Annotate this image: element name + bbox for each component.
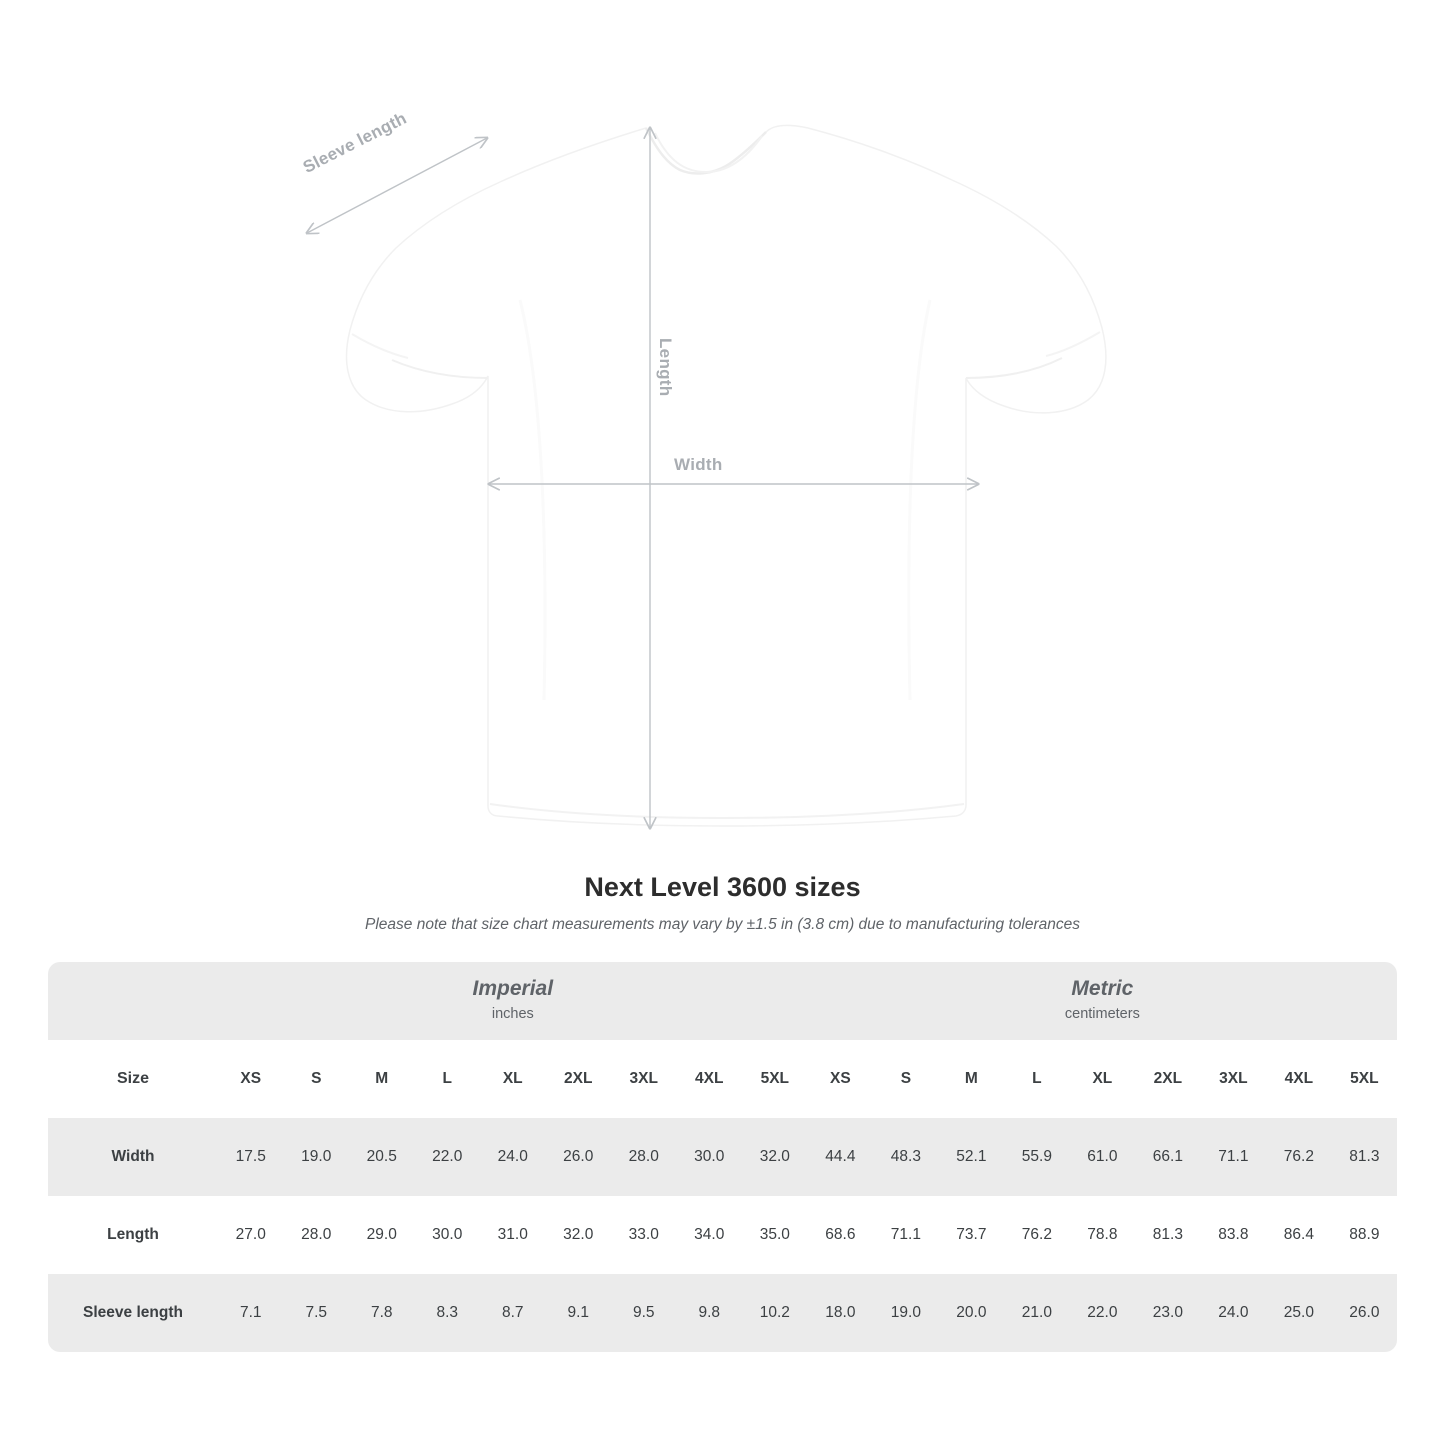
sleeve-l-in: 8.3	[415, 1274, 481, 1352]
row-label-width: Width	[48, 1118, 218, 1196]
unit-metric-sub: centimeters	[1064, 1005, 1140, 1022]
sleeve-m-in: 7.8	[349, 1274, 415, 1352]
width-4xl-in: 30.0	[677, 1118, 743, 1196]
header-col-6: 3XL	[611, 1040, 677, 1118]
length-label: Length	[656, 338, 675, 397]
header-col-15: 3XL	[1201, 1040, 1267, 1118]
width-xl-in: 24.0	[480, 1118, 546, 1196]
header-col-4: XL	[480, 1040, 546, 1118]
header-col-1: S	[284, 1040, 350, 1118]
sleeve-4xl-in: 9.8	[677, 1274, 743, 1352]
width-l-cm: 55.9	[1004, 1118, 1070, 1196]
header-col-8: 5XL	[742, 1040, 808, 1118]
width-4xl-cm: 76.2	[1266, 1118, 1332, 1196]
length-l-cm: 76.2	[1004, 1196, 1070, 1274]
unit-metric-cell	[808, 962, 1397, 1040]
width-m-cm: 52.1	[939, 1118, 1005, 1196]
header-col-2: M	[349, 1040, 415, 1118]
row-label-length: Length	[48, 1196, 218, 1274]
length-2xl-in: 32.0	[546, 1196, 612, 1274]
sleeve-xl-cm: 22.0	[1070, 1274, 1136, 1352]
sleeve-s-in: 7.5	[284, 1274, 350, 1352]
sleeve-s-cm: 19.0	[873, 1274, 939, 1352]
width-5xl-in: 32.0	[742, 1118, 808, 1196]
sleeve-xs-in: 7.1	[218, 1274, 284, 1352]
sleeve-5xl-cm: 26.0	[1332, 1274, 1397, 1352]
sleeve-xl-in: 8.7	[480, 1274, 546, 1352]
sleeve-xs-cm: 18.0	[808, 1274, 874, 1352]
width-label: Width	[674, 455, 723, 474]
table-row	[48, 1118, 1397, 1196]
length-xl-in: 31.0	[480, 1196, 546, 1274]
sleeve-2xl-cm: 23.0	[1135, 1274, 1201, 1352]
header-col-9: XS	[808, 1040, 874, 1118]
header-size-label: Size	[48, 1040, 218, 1118]
length-5xl-in: 35.0	[742, 1196, 808, 1274]
sleeve-5xl-in: 10.2	[742, 1274, 808, 1352]
length-m-in: 29.0	[349, 1196, 415, 1274]
sleeve-length-label: Sleeve length	[300, 108, 410, 177]
header-col-12: L	[1004, 1040, 1070, 1118]
header-col-17: 5XL	[1332, 1040, 1397, 1118]
length-xs-in: 27.0	[218, 1196, 284, 1274]
size-table	[48, 962, 1397, 1352]
width-xl-cm: 61.0	[1070, 1118, 1136, 1196]
tshirt-shape	[347, 125, 1106, 826]
header-col-0: XS	[218, 1040, 284, 1118]
width-3xl-in: 28.0	[611, 1118, 677, 1196]
width-xs-cm: 44.4	[808, 1118, 874, 1196]
width-m-in: 20.5	[349, 1118, 415, 1196]
unit-header-row	[48, 962, 1397, 1040]
length-s-cm: 71.1	[873, 1196, 939, 1274]
header-col-10: S	[873, 1040, 939, 1118]
length-2xl-cm: 81.3	[1135, 1196, 1201, 1274]
row-label-sleeve-length: Sleeve length	[48, 1274, 218, 1352]
unit-spacer-cell	[48, 962, 218, 1040]
unit-metric-name: Metric	[1071, 977, 1134, 1001]
sleeve-2xl-in: 9.1	[546, 1274, 612, 1352]
width-2xl-cm: 66.1	[1135, 1118, 1201, 1196]
header-col-16: 4XL	[1266, 1040, 1332, 1118]
length-xl-cm: 78.8	[1070, 1196, 1136, 1274]
header-col-3: L	[415, 1040, 481, 1118]
header-col-13: XL	[1070, 1040, 1136, 1118]
header-col-5: 2XL	[546, 1040, 612, 1118]
width-2xl-in: 26.0	[546, 1118, 612, 1196]
table-header-row	[48, 1040, 1397, 1118]
length-s-in: 28.0	[284, 1196, 350, 1274]
unit-imperial-name: Imperial	[472, 977, 554, 1001]
length-m-cm: 73.7	[939, 1196, 1005, 1274]
page-title: Next Level 3600 sizes	[584, 872, 861, 902]
length-3xl-cm: 83.8	[1201, 1196, 1267, 1274]
width-s-in: 19.0	[284, 1118, 350, 1196]
sleeve-3xl-cm: 24.0	[1201, 1274, 1267, 1352]
table-row	[48, 1196, 1397, 1274]
unit-imperial-sub: inches	[491, 1005, 534, 1022]
sleeve-l-cm: 21.0	[1004, 1274, 1070, 1352]
sleeve-m-cm: 20.0	[939, 1274, 1005, 1352]
table-row	[48, 1274, 1397, 1352]
width-3xl-cm: 71.1	[1201, 1118, 1267, 1196]
length-5xl-cm: 88.9	[1332, 1196, 1397, 1274]
width-l-in: 22.0	[415, 1118, 481, 1196]
width-s-cm: 48.3	[873, 1118, 939, 1196]
width-xs-in: 17.5	[218, 1118, 284, 1196]
header-col-11: M	[939, 1040, 1005, 1118]
length-4xl-cm: 86.4	[1266, 1196, 1332, 1274]
sleeve-4xl-cm: 25.0	[1266, 1274, 1332, 1352]
header-col-14: 2XL	[1135, 1040, 1201, 1118]
length-xs-cm: 68.6	[808, 1196, 874, 1274]
header-col-7: 4XL	[677, 1040, 743, 1118]
tolerance-note: Please note that size chart measurements may vary by ±1.5 in (3.8 cm) due to manufacturing tolerances	[365, 916, 1080, 933]
sleeve-3xl-in: 9.5	[611, 1274, 677, 1352]
unit-imperial-cell	[218, 962, 808, 1040]
size-table-wrapper	[48, 962, 1397, 1352]
width-5xl-cm: 81.3	[1332, 1118, 1397, 1196]
length-l-in: 30.0	[415, 1196, 481, 1274]
length-3xl-in: 33.0	[611, 1196, 677, 1274]
title-block	[0, 872, 1445, 934]
length-4xl-in: 34.0	[677, 1196, 743, 1274]
